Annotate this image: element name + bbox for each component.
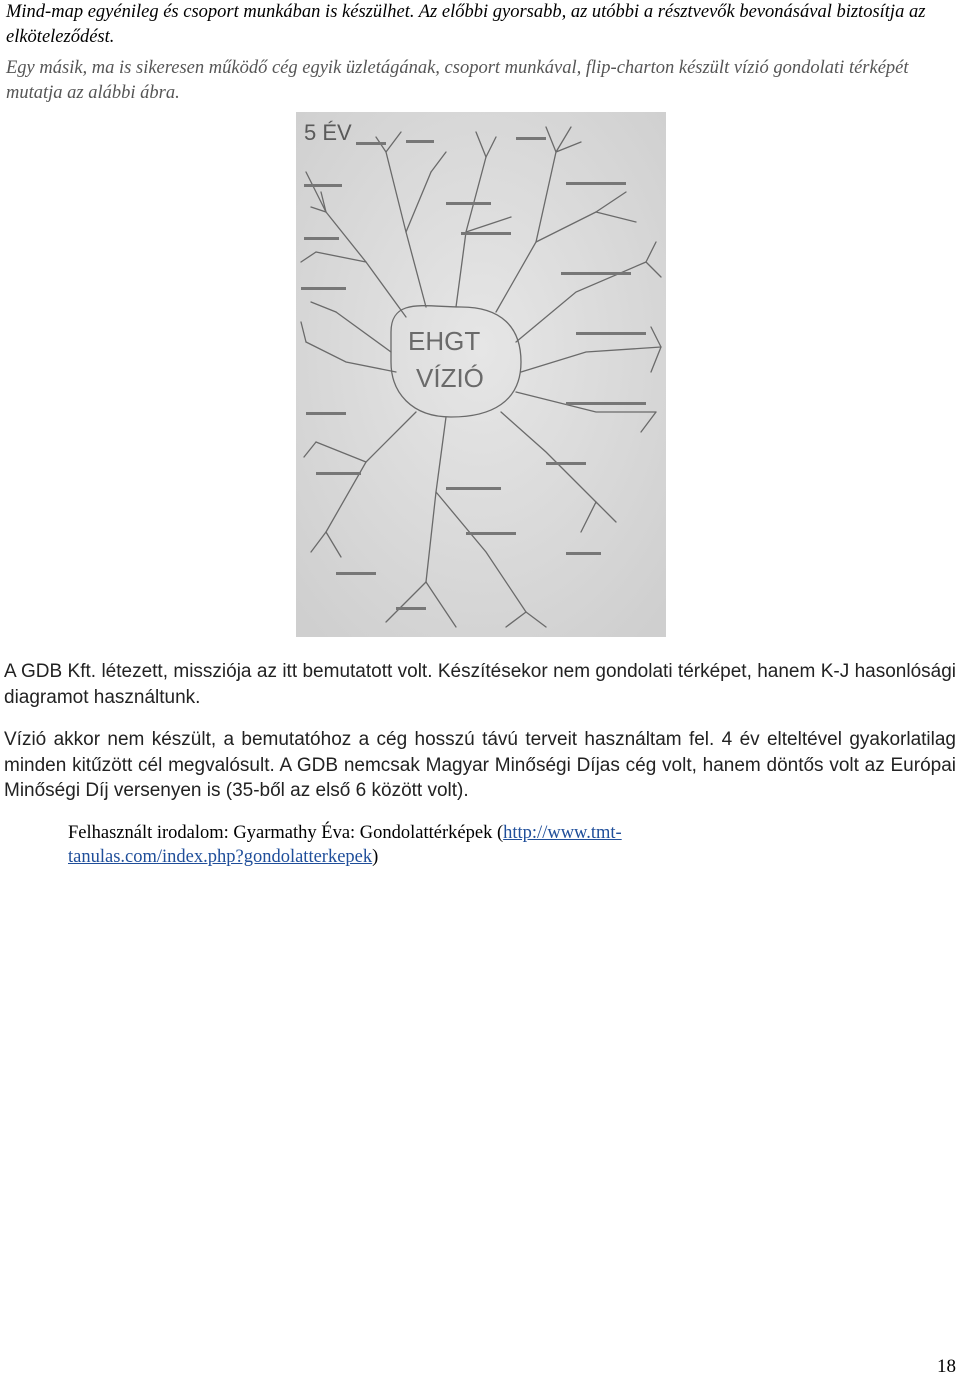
- center-label-top: EHGT: [408, 326, 481, 356]
- intro-text-1: Mind-map egyénileg és csoport munkában is készülhet. Az előbbi gyorsabb, az utóbbi a résztvevők bevonásával biztosítja az elköteleződést.: [6, 2, 926, 47]
- mind-map-drawing: [296, 112, 666, 637]
- body-text-1: A GDB Kft. létezett, missziója az itt bemutatott volt. Készítésekor nem gondolati térképet, hanem K-J hasonlósági diagramot használtunk.: [4, 661, 956, 708]
- body-text-2: Vízió akkor nem készült, a bemutatóhoz a cég hosszú távú terveit használtam fel. 4 év elteltével gyakorlatilag minden kitűzött cél megvalósult. A GDB nemcsak Magyar Minőségi Díjas cég volt, hanem döntős volt az Európai Minőségi Díj versenyen is (35-ből az első 6 között volt).: [4, 729, 956, 801]
- reference-prefix: Felhasznált irodalom: Gyarmathy Éva: Gondolattérképek (: [68, 823, 504, 843]
- reference-suffix: ): [372, 847, 379, 867]
- reference-link[interactable]: http://www.tmt-tanulas.com/index.php?gondolatterkepek: [68, 823, 622, 867]
- mind-map-photo: [296, 112, 666, 637]
- intro-paragraph-1: [6, 0, 954, 50]
- reference: [68, 821, 688, 869]
- corner-label: 5 ÉV: [304, 120, 352, 145]
- body-paragraph-2: [4, 727, 956, 804]
- intro-text-2: Egy másik, ma is sikeresen működő cég egyik üzletágának, csoport munkával, flip-charton készült vízió gondolati térképét mutatja az alábbi ábra.: [6, 58, 909, 103]
- intro-paragraph-2: [6, 56, 954, 106]
- center-label-bottom: VÍZIÓ: [416, 363, 484, 393]
- page-number: 18: [937, 1356, 956, 1377]
- body-paragraph-1: [4, 659, 956, 710]
